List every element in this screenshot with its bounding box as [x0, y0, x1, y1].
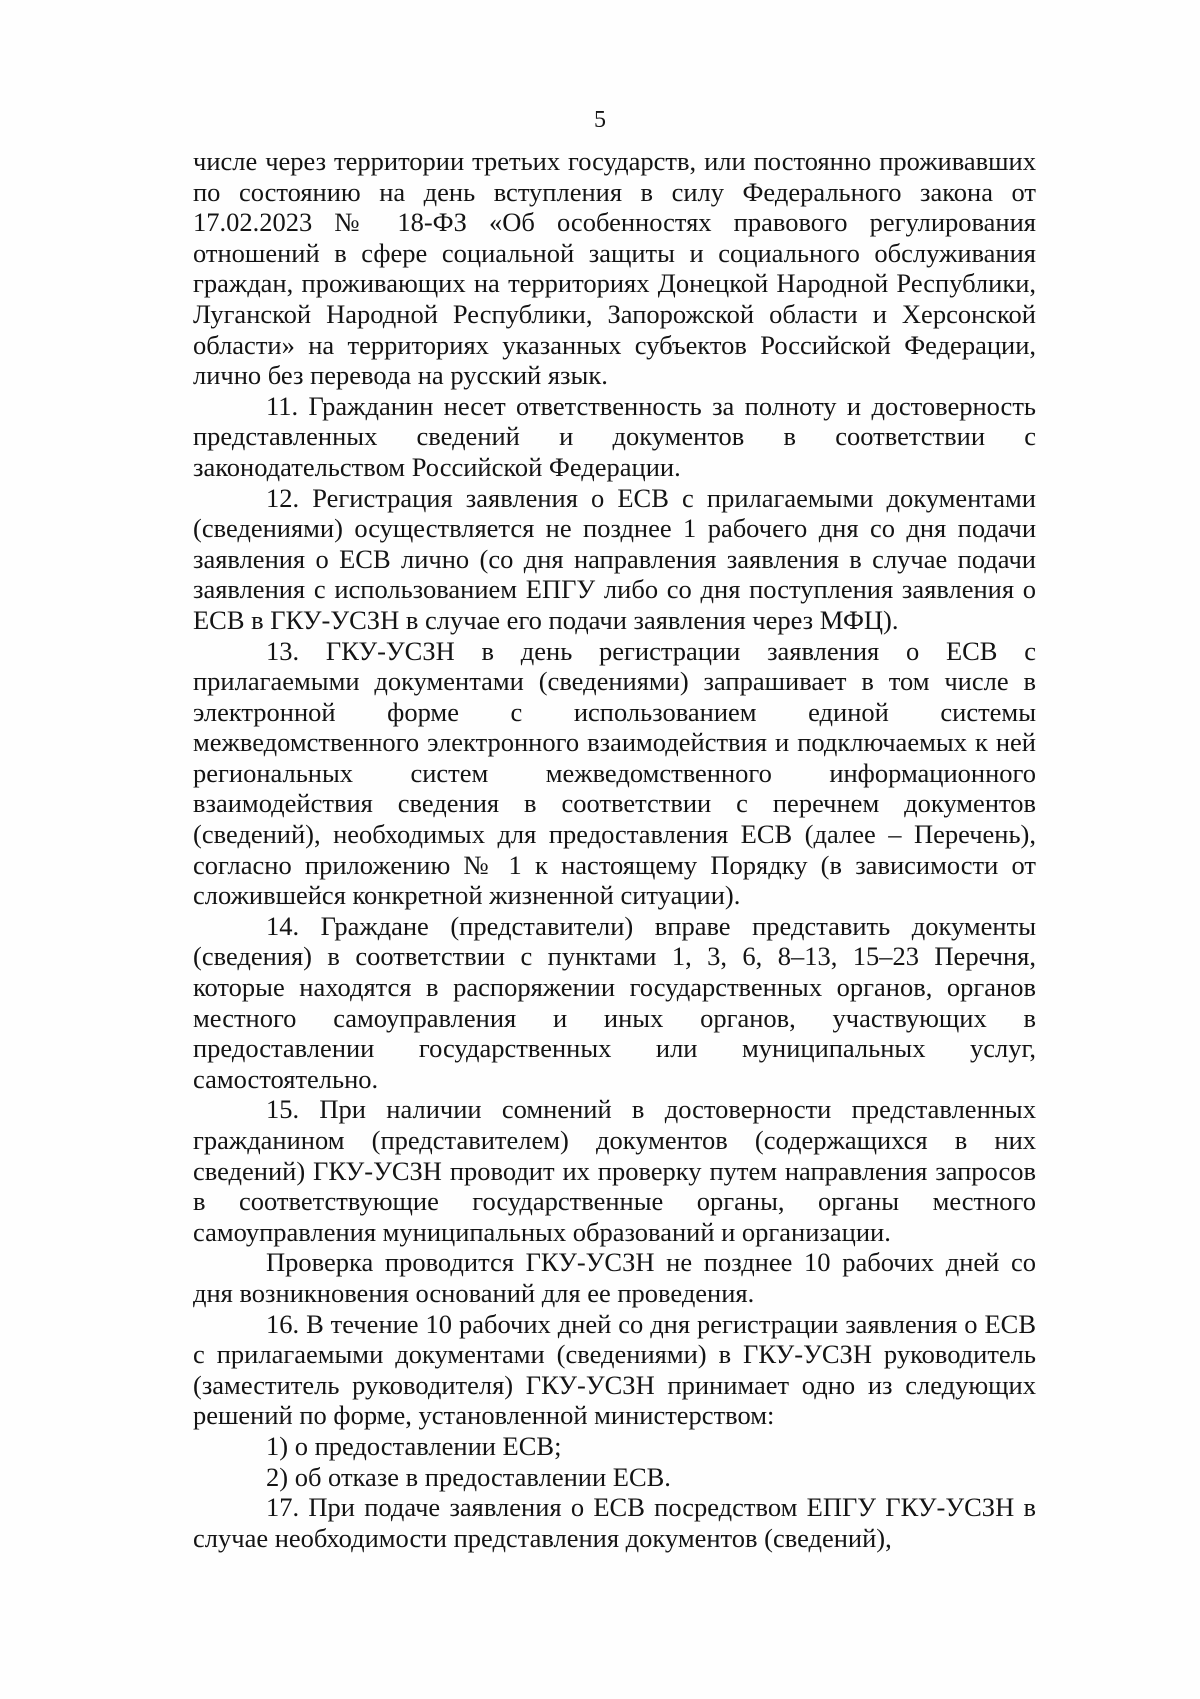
paragraph-continuation: числе через территории третьих государств, или постоянно проживавших по состоянию на день вступления в силу Федерального закона от 17.02.2023 № 18-ФЗ «Об особенностях правового регулирования отношений в сфере социальной защиты и социального обслуживания граждан, проживающих на территориях Донецкой Народной Республики, Луганской Народной Республики, Запорожской области и Херсонской области» на территориях указанных субъектов Российской Федерации, лично без перевода на русский язык.	[193, 146, 1036, 391]
paragraph-15: 15. При наличии сомнений в достоверности представленных гражданином (представителем) документов (содержащихся в них сведений) ГКУ-УСЗН проводит их проверку путем направления запросов в соответствующие государственные органы, органы местного самоуправления муниципальных образований и организации.	[193, 1094, 1036, 1247]
paragraph-11: 11. Гражданин несет ответственность за полноту и достоверность представленных сведений и документов в соответствии с законодательством Российской Федерации.	[193, 390, 1036, 482]
decision-item-2: 2) об отказе в предоставлении ЕСВ.	[266, 1461, 671, 1492]
decision-item-1: 1) о предоставлении ЕСВ;	[266, 1430, 562, 1461]
document-body	[193, 146, 1036, 1553]
paragraph-17: 17. При подаче заявления о ЕСВ посредством ЕПГУ ГКУ-УСЗН в случае необходимости представления документов (сведений),	[193, 1492, 1036, 1553]
paragraph-12: 12. Регистрация заявления о ЕСВ с прилагаемыми документами (сведениями) осуществляется не позднее 1 рабочего дня со дня подачи заявления о ЕСВ лично (со дня направления заявления в случае подачи заявления с использованием ЕПГУ либо со дня поступления заявления о ЕСВ в ГКУ-УСЗН в случае его подачи заявления через МФЦ).	[193, 482, 1036, 635]
paragraph-14: 14. Граждане (представители) вправе представить документы (сведения) в соответствии с пунктами 1, 3, 6, 8–13, 15–23 Перечня, которые находятся в распоряжении государственных органов, органов местного самоуправления и иных органов, участвующих в предоставлении государственных или муниципальных услуг, самостоятельно.	[193, 910, 1036, 1094]
paragraph-16: 16. В течение 10 рабочих дней со дня регистрации заявления о ЕСВ с прилагаемыми документами (сведениями) в ГКУ-УСЗН руководитель (заместитель руководителя) ГКУ-УСЗН принимает одно из следующих решений по форме, установленной министерством:	[193, 1308, 1036, 1431]
paragraph-15-verification: Проверка проводится ГКУ-УСЗН не позднее 10 рабочих дней со дня возникновения оснований для ее проведения.	[193, 1247, 1036, 1308]
paragraph-13: 13. ГКУ-УСЗН в день регистрации заявления о ЕСВ с прилагаемыми документами (сведениями) запрашивает в том числе в электронной форме с использованием единой системы межведомственного электронного взаимодействия и подключаемых к ней региональных систем межведомственного информационного взаимодействия сведения в соответствии с перечнем документов (сведений), необходимых для предоставления ЕСВ (далее – Перечень), согласно приложению № 1 к настоящему Порядку (в зависимости от сложившейся конкретной жизненной ситуации).	[193, 635, 1036, 911]
page-number: 5	[594, 107, 606, 133]
